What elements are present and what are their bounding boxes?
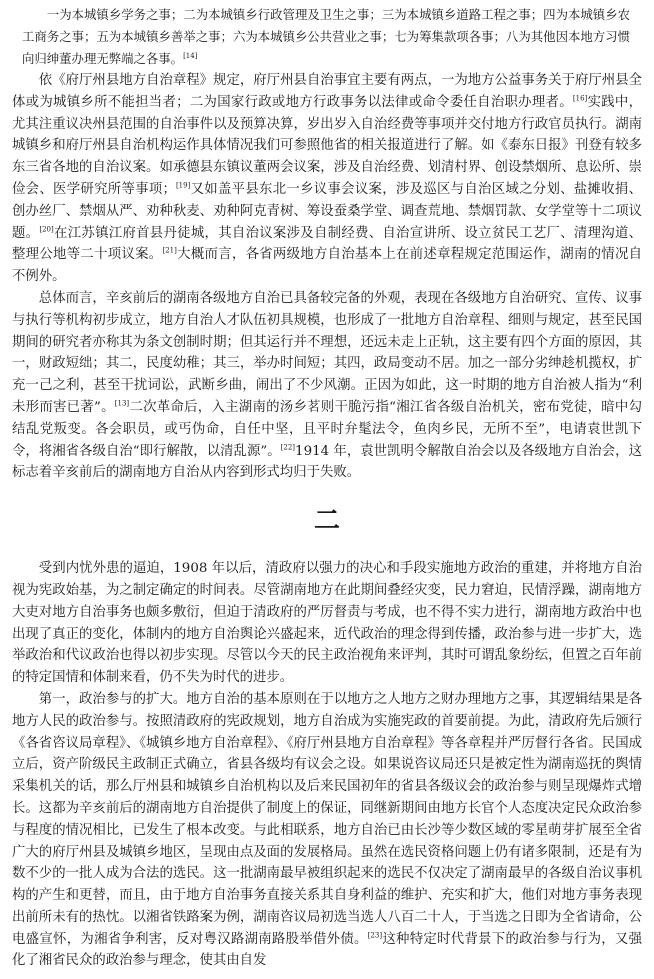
- paragraph-text: 1914 年，袁世凯明令解散自治会以及各级地方自治会，这标志着辛亥前后的湖南地方自治从内容到形式均归于失败。: [12, 443, 642, 481]
- quote-text: 一为本城镇乡学务之事；二为本城镇乡行政管理及卫生之事；三为本城镇乡道路工程之事；四为本城镇乡农工商务之事；五为本城镇乡善举之事；六为本城镇乡公共营业之事；七为筹集款项各事；八为其他因本地方习惯向归绅董办理无弊端之各事。: [22, 7, 630, 66]
- footnote-marker: [22]: [280, 443, 296, 452]
- paragraph-text: 依《府厅州县地方自治章程》规定，府厅州县自治事宜主要有两点，一为地方公益事务关于府厅州县全体或为城镇乡所不能担当者；二为国家行政或地方行政事务以法律或命令委任自治职办理者。: [12, 73, 642, 110]
- body-section-after: [12, 558, 642, 972]
- footnote-marker: [14]: [183, 51, 198, 60]
- paragraph-text: 二次革命后，入主湖南的汤乡茗则干脆污指“湘江省各级自治机关，密布党徒，暗中勾结乱党叛变。各会职员，或丐伪命，自任中坚，且平时弁髦法令，鱼肉乡民，无所不至”，电请袁世凯下令，将湘省各级自治“即行解散，以清乱源”。: [12, 399, 642, 459]
- body-section-before: [12, 70, 642, 484]
- section-heading: 二: [313, 506, 340, 537]
- paragraph-text: 大概而言，各省两级地方自治基本上在前述章程规定范围运作，湖南的情况自不例外。: [12, 247, 643, 285]
- footnote-marker: [16]: [572, 94, 588, 103]
- footnote-marker: [19]: [175, 181, 191, 190]
- footnote-marker: [23]: [367, 931, 383, 940]
- block-quote: [22, 4, 630, 70]
- footnote-marker: [13]: [114, 399, 130, 408]
- paragraph-text: 又如盖平县东北一乡议事会议案，涉及巡区与自治区域之分划、盐摊收捐、创办丝厂、禁烟从严、劝种秋麦、劝种阿克青树、筹设蚕桑学堂、调查荒地、禁烟罚款、女学堂等十二项议题。: [12, 181, 643, 241]
- paragraph: [12, 70, 642, 288]
- paragraph-text: 第一，政治参与的扩大。地方自治的基本原则在于以地方之人地方之财办理地方之事，其逻辑结果是各地方人民的政治参与。按照清政府的宪政规划，地方自治成为实施宪政的首要前提。为此，清政府先后颁行《各省咨议局章程》、《城镇乡地方自治章程》、《府厅州县地方自治章程》等各章程并严厉督行各省。民国成立后，资产阶级民主政制正式确立，省县各级均有议会之设。如果说咨议局还只是被定性为湖南巡抚的舆情采集机关的话，那么厅州县和城镇乡自治机构以及后来民国初年的省县各级议会的政治参与则呈现爆炸式增长。这都为辛亥前后的湖南地方自治提供了制度上的保证，同继新期间由地方长官个人态度决定民众政治参与程度的情况相比，已发生了根本改变。与此相联系，地方自治已由长沙等少数区域的零星萌芽扩展至全省广大的府厅州县及城镇乡地区，呈现由点及面的发展格局。虽然在选民资格问题上仍有诸多限制，还是有为数不少的一批人成为合法的选民。这一批湖南最早被组织起来的选民不仅决定了湖南最早的各级自治议事机构的产生和更替，而且，由于地方自治事务直接关系其自身利益的维护、充实和扩大，他们对地方事务表现出前所未有的热忱。以湘省铁路案为例，湖南咨议局初选当选人八百二十人，于当选之日即为全省请命，公电盛宣怀，为湘省争利害，反对粤汉路湖南路股举借外债。: [12, 691, 642, 947]
- paragraph: [12, 558, 642, 689]
- paragraph-text: 在江苏镇江府首县丹徒城，其自治议案涉及自制经费、自治宣讲所、设立贫民工艺厂、清理沟道、整理公地等二十项议案。: [12, 225, 643, 263]
- paragraph-text: 这种特定时代背景下的政治参与行为，又强化了湘省民众的政治参与理念，使其由自发: [12, 931, 643, 969]
- paragraph: [12, 288, 642, 484]
- footnote-marker: [21]: [162, 246, 177, 255]
- paragraph-text: 受到内忧外患的逼迫，1908 年以后，清政府以强力的决心和手段实施地方政治的重建，并将地方自治视为宪政始基，为之制定确定的时间表。尽管湖南地方在此期间叠经灾变，民力窘迫，民情浮躁，湖南地方大吏对地方自治事务也颇多敷衍，但迫于清政府的严厉督责与考成，也不得不实力进行，湖南地方政治中也出现了真正的变化，体制内的地方自治舆论兴盛起来，近代政治的理念得到传播，政治参与进一步扩大，选举政治和代议政治也得以初步实现。尽管以今天的民主政治视角来评判，其时可谓乱象纷纭，但置之百年前的特定国情和体制来看，仍不失为时代的进步。: [12, 561, 642, 686]
- paragraph-text: 实践中，尤其注重议决州县范围的自治事件以及预算决算，岁出岁入自治经费等事项并交付地方行政官员执行。湖南城镇乡和府厅州县自治机构运作具体情况我们可参照他省的相关报道进行了解。如《泰东日报》刊登有较多东三省各地的自治议案。如承德县东镇议董两会议案，涉及自治经费、划清村界、创设禁烟所、息讼所、崇俭会、医学研究所等事项；: [12, 94, 643, 197]
- paragraph: [12, 689, 642, 972]
- paragraph-text: 总体而言，辛亥前后的湖南各级地方自治已具备较完备的外观，表现在各级地方自治研究、宣传、议事与执行等机构初步成立，地方自治人才队伍初具规模，也形成了一批地方自治章程、细则与规定，甚至民国期间的研究者亦称其为条文创制时期；但其运行并不理想，还远未走上正轨，这主要有四个方面的原因，其一，财政短绌；其二，民度幼稚；其三，举办时间短；其四，政局变动不居。加之一部分劣绅趁机揽权，扩充一己之利，甚至干扰词讼，武断乡曲，闹出了不少风潮。正因为如此，这一时期的地方自治被人指为“利未形而害已著”。: [12, 290, 642, 415]
- footnote-marker: [20]: [39, 225, 54, 234]
